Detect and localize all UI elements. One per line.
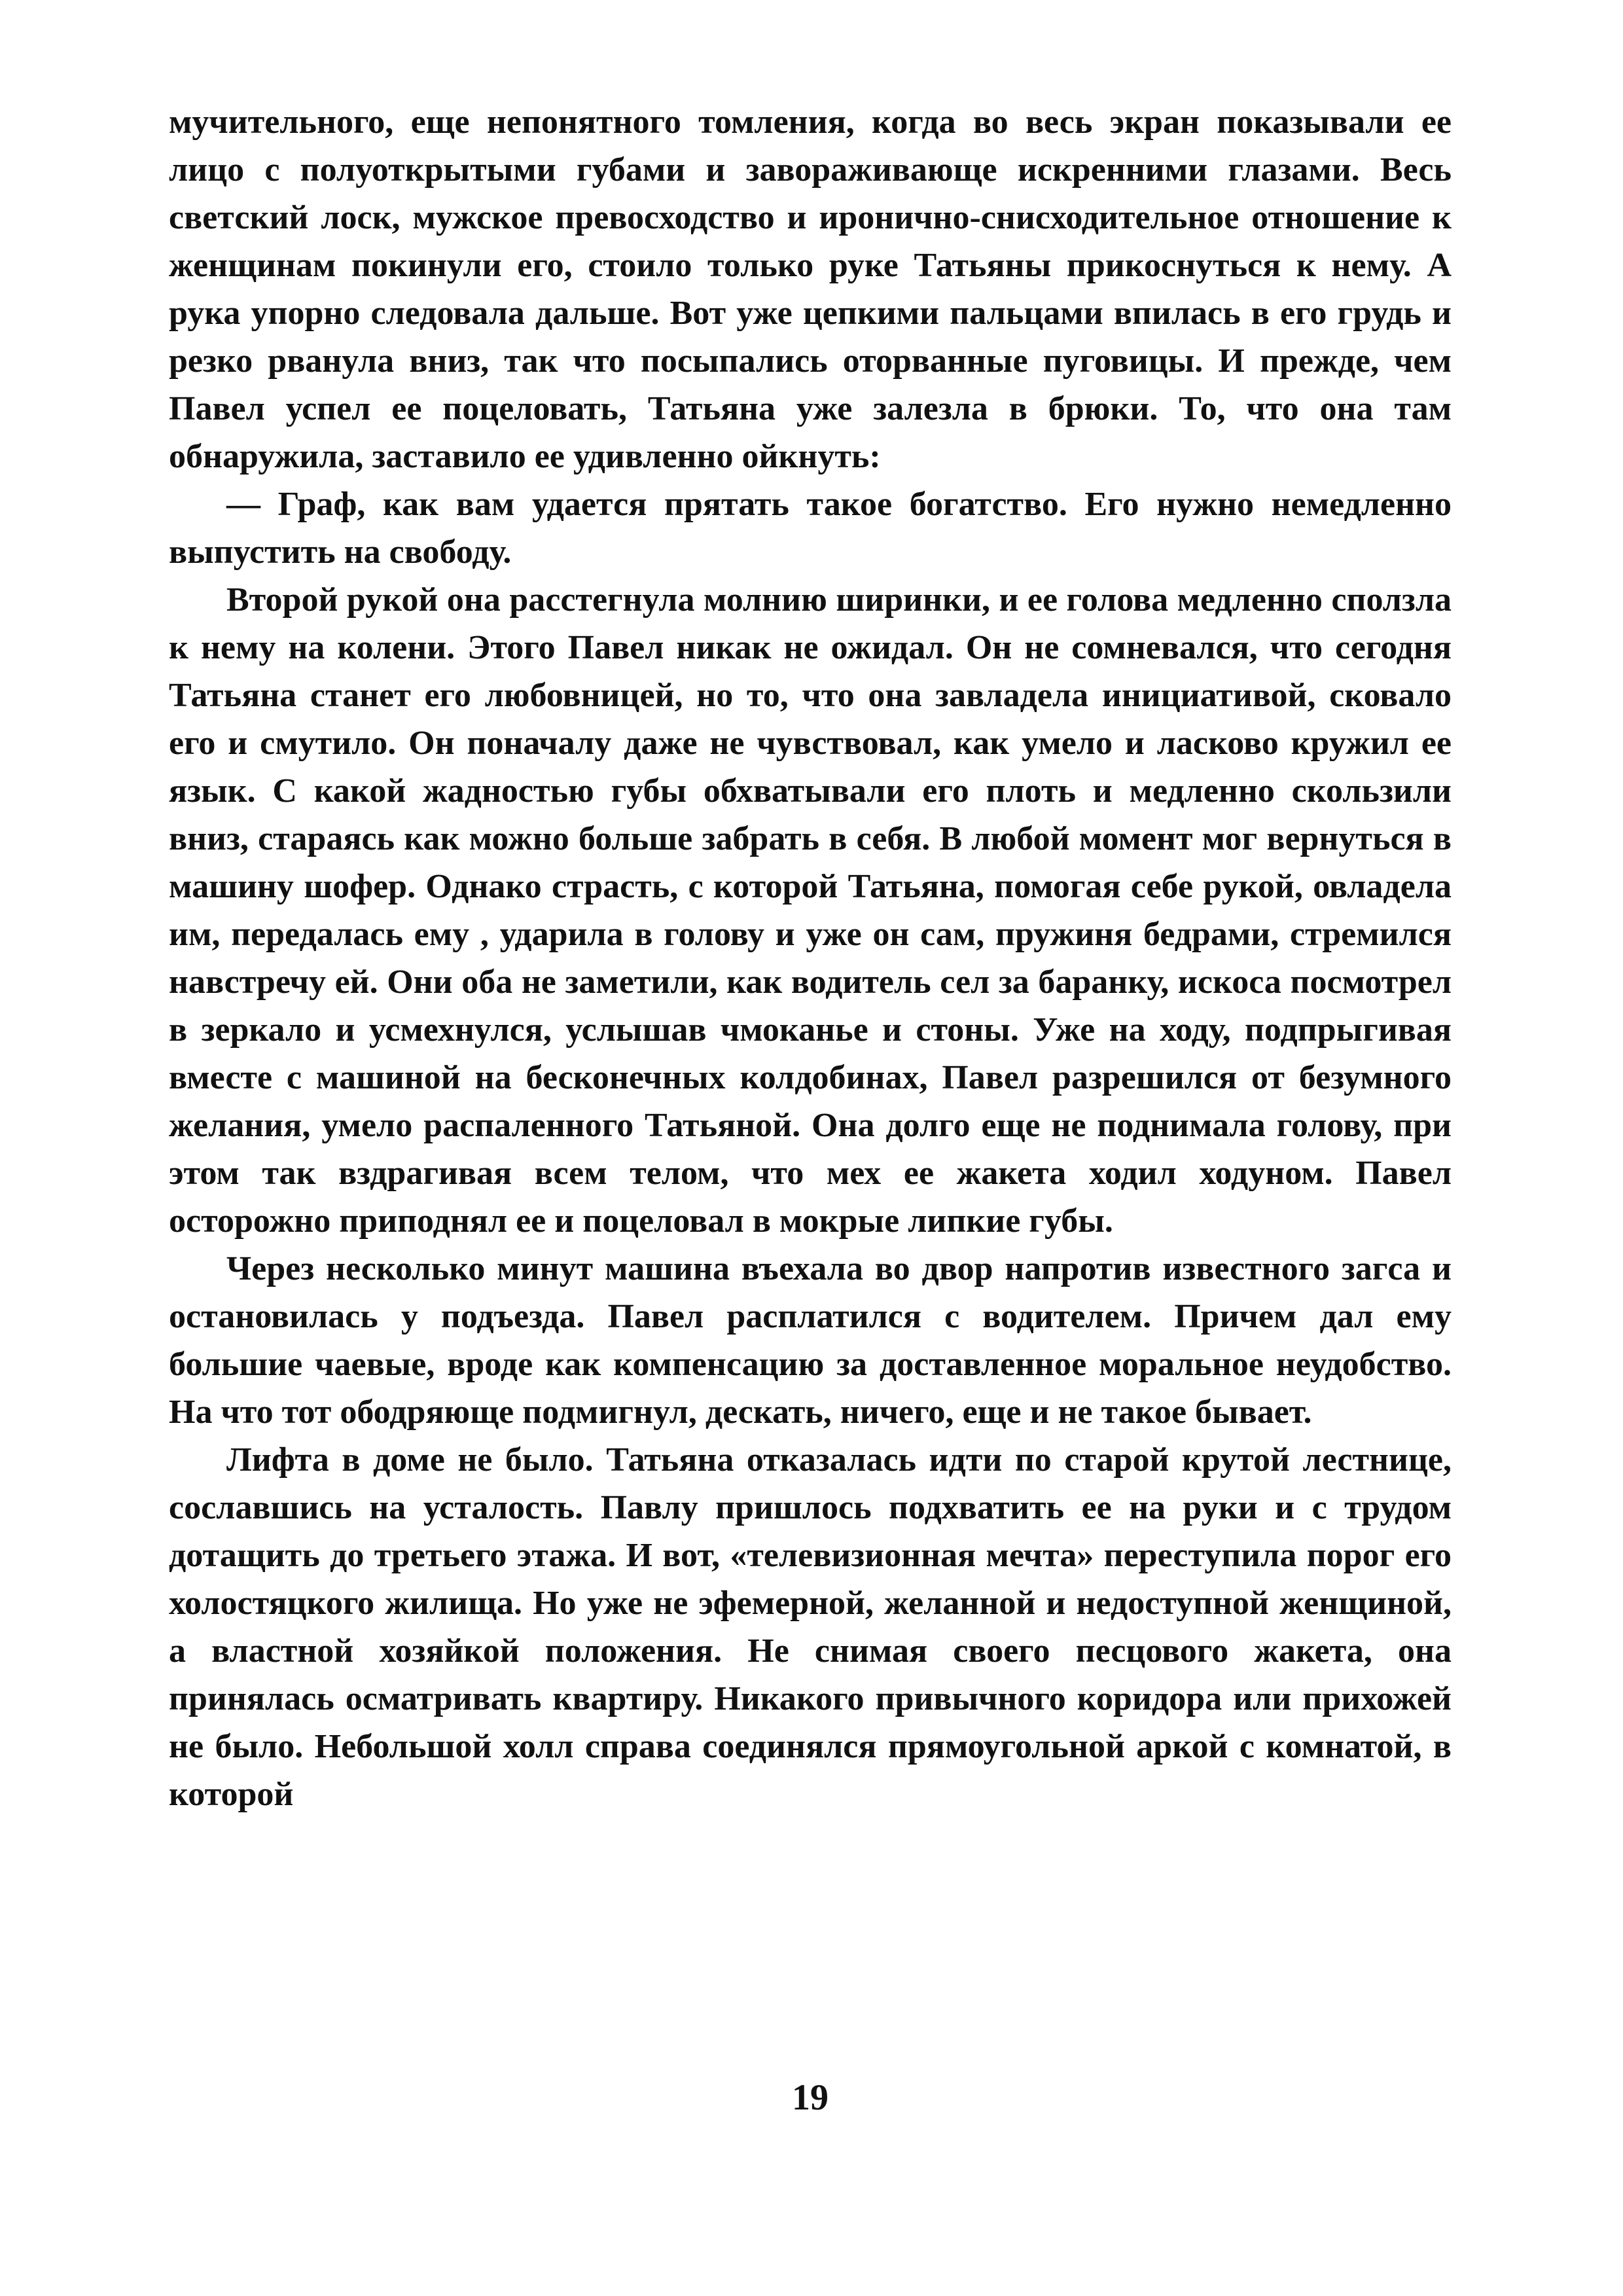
- book-page: [169, 98, 1452, 2225]
- page-number: 19: [792, 2077, 829, 2118]
- body-text: [169, 98, 1452, 1818]
- paragraph-2-dialogue: — Граф, как вам удается прятать такое богатство. Его нужно немедленно выпустить на свободу.: [169, 486, 1452, 571]
- paragraph-3: Второй рукой она расстегнула молнию ширинки, и ее голова медленно сползла к нему на колени. Этого Павел никак не ожидал. Он не сомневался, что сегодня Татьяна станет его любовницей, но то, что она завладела инициативой, сковало его и смутило. Он поначалу даже не чувствовал, как умело и ласково кружил ее язык. С какой жадностью губы обхватывали его плоть и медленно скользили вниз, стараясь как можно больше забрать в себя. В любой момент мог вернуться в машину шофер. Однако страсть, с которой Татьяна, помогая себе рукой, овладела им, передалась ему , ударила в голову и уже он сам, пружиня бедрами, стремился навстречу ей. Они оба не заметили, как водитель сел за баранку, искоса посмотрел в зеркало и усмехнулся, услышав чмоканье и стоны. Уже на ходу, подпрыгивая вместе с машиной на бесконечных колдобинах, Павел разрешился от безумного желания, умело распаленного Татьяной. Она долго еще не поднимала голову, при этом так вздрагивая всем телом, что мех ее жакета ходил ходуном. Павел осторожно приподнял ее и поцеловал в мокрые липкие губы.: [169, 581, 1452, 1240]
- paragraph-1: мучительного, еще непонятного томления, когда во весь экран показывали ее лицо с полуоткрытыми губами и завораживающе искренними глазами. Весь светский лоск, мужское превосходство и иронично-снисходительное отношение к женщинам покинули его, стоило только руке Татьяны прикоснуться к нему. А рука упорно следовала дальше. Вот уже цепкими пальцами впилась в его грудь и резко рванула вниз, так что посыпались оторванные пуговицы. И прежде, чем Павел успел ее поцеловать, Татьяна уже залезла в брюки. То, что она там обнаружила, заставило ее удивленно ойкнуть:: [169, 103, 1452, 475]
- paragraph-5: Лифта в доме не было. Татьяна отказалась идти по старой крутой лестнице, сославшись на усталость. Павлу пришлось подхватить ее на руки и с трудом дотащить до третьего этажа. И вот, «телевизионная мечта» переступила порог его холостяцкого жилища. Но уже не эфемерной, желанной и недоступной женщиной, а властной хозяйкой положения. Не снимая своего песцового жакета, она принялась осматривать квартиру. Никакого привычного коридора или прихожей не было. Небольшой холл справа соединялся прямоугольной аркой с комнатой, в которой: [169, 1441, 1452, 1813]
- paragraph-4: Через несколько минут машина въехала во двор напротив известного загса и остановилась у подъезда. Павел расплатился с водителем. Причем дал ему большие чаевые, вроде как компенсацию за доставленное моральное неудобство. На что тот ободряюще подмигнул, дескать, ничего, еще и не такое бывает.: [169, 1250, 1452, 1431]
